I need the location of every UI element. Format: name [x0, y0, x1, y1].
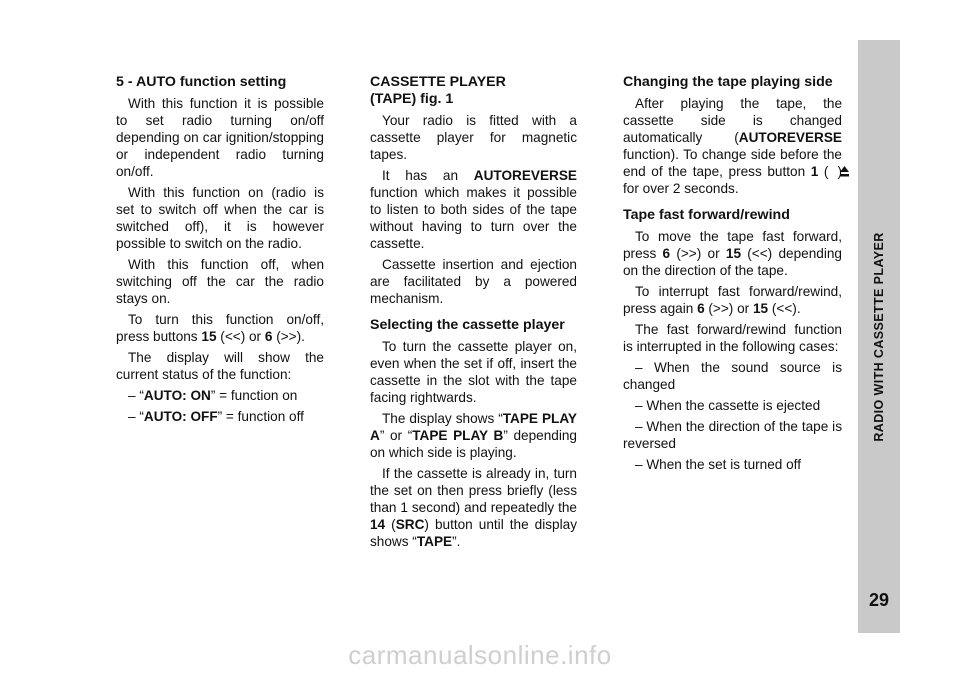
heading-changing-side: Changing the tape playing side	[623, 74, 833, 90]
list-item: – When the sound source is changed	[623, 360, 842, 392]
list-item: – “AUTO: OFF” = function off	[128, 409, 304, 424]
paragraph: The display shows “TAPE PLAY A” or “TAPE PLAY B” depending on which side is playing.	[370, 411, 577, 460]
paragraph: After playing the tape, the cassette side is changed automatically (AUTOREVERSE function). To change side before the end of the tape, press button 1 ( ) for over 2 seconds.	[623, 95, 842, 197]
column-cassette-player	[370, 74, 577, 554]
list-item: – “AUTO: ON” = function on	[128, 388, 298, 403]
column-auto-function	[116, 74, 324, 429]
paragraph: Cassette insertion and ejection are facilitated by a powered mechanism.	[370, 257, 577, 306]
list-item: – When the direction of the tape is reversed	[623, 419, 842, 451]
paragraph: To turn the cassette player on, even when the set if off, insert the cassette in the slot with the tape facing rightwards.	[370, 339, 577, 405]
paragraph: If the cassette is already in, turn the set on then press briefly (less than 1 second) and repeatedly the 14 (SRC) button until the display shows “TAPE”.	[370, 466, 577, 549]
list-item: – When the set is turned off	[635, 457, 801, 472]
heading-selecting-cassette: Selecting the cassette player	[370, 317, 565, 333]
paragraph: With this function it is possible to set radio turning on/off depending on car ignition/stopping or independent radio turning on/off.	[116, 96, 324, 179]
paragraph: To move the tape fast forward, press 6 (>>) or 15 (<<) depending on the direction of the tape.	[623, 229, 842, 278]
heading-auto-function: 5 - AUTO function setting	[116, 74, 287, 90]
paragraph: The display will show the current status of the function:	[116, 350, 324, 382]
watermark: carmanualsonline.info	[348, 640, 612, 670]
paragraph: It has an AUTOREVERSE function which makes it possible to listen to both sides of the tape without having to turn over the cassette.	[370, 168, 577, 251]
page-number: 29	[868, 590, 890, 610]
column-tape-side	[623, 74, 842, 477]
list-item: – When the cassette is ejected	[635, 398, 821, 413]
paragraph: To interrupt fast forward/rewind, press again 6 (>>) or 15 (<<).	[623, 284, 842, 316]
chapter-title: RADIO WITH CASSETTE PLAYER	[872, 231, 886, 442]
paragraph: With this function off, when switching off the car the radio stays on.	[116, 257, 324, 306]
paragraph: To turn this function on/off, press buttons 15 (<<) or 6 (>>).	[116, 312, 324, 344]
paragraph: With this function on (radio is set to switch off when the car is switched off), it is however possible to switch on the radio.	[116, 185, 324, 251]
paragraph: Your radio is fitted with a cassette player for magnetic tapes.	[370, 113, 577, 162]
chapter-sidebar	[858, 40, 900, 633]
paragraph: The fast forward/rewind function is interrupted in the following cases:	[623, 322, 842, 354]
heading-cassette-player: CASSETTE PLAYER (TAPE) fig. 1	[370, 74, 506, 107]
heading-fast-forward: Tape fast forward/rewind	[623, 207, 790, 223]
